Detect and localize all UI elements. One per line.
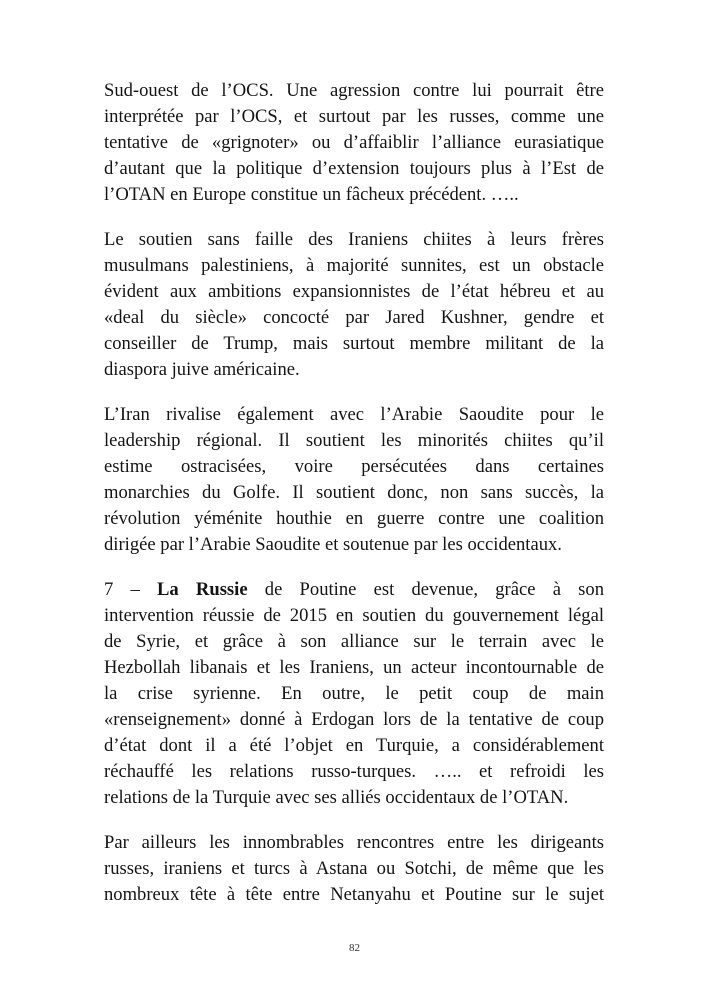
text-line: musulmans palestiniens, à majorité sunnites, est un obstacle xyxy=(104,255,604,276)
paragraph-ocs xyxy=(104,78,604,208)
text-line: conseiller de Trump, mais surtout membre militant de la xyxy=(104,333,604,354)
paragraph-iran-palestine xyxy=(104,227,604,383)
text-line: «deal du siècle» concocté par Jared Kushner, gendre et xyxy=(104,307,604,328)
text-line: d’état dont il a été l’objet en Turquie, a considérablement xyxy=(104,735,604,756)
text-line: intervention réussie de 2015 en soutien du gouvernement légal xyxy=(104,605,604,626)
text-line: de Syrie, et grâce à son alliance sur le terrain avec le xyxy=(104,631,604,652)
text-line: Le soutien sans faille des Iraniens chiites à leurs frères xyxy=(104,229,604,250)
text-line: dirigée par l’Arabie Saoudite et soutenue par les occidentaux. xyxy=(104,534,562,555)
section-number: 7 – xyxy=(104,579,158,600)
text-line: réchauffé les relations russo-turques. ….. et refroidi les xyxy=(104,761,604,782)
text-line: Hezbollah libanais et les Iraniens, un acteur incontournable de xyxy=(104,657,604,678)
page-number: 82 xyxy=(349,942,360,954)
text-line: Sud-ouest de l’OCS. Une agression contre lui pourrait être xyxy=(104,80,604,101)
text-line: évident aux ambitions expansionnistes de l’état hébreu et au xyxy=(104,281,604,302)
text-line: russes, iraniens et turcs à Astana ou Sotchi, de même que les xyxy=(104,858,604,879)
paragraph-meetings xyxy=(104,830,604,908)
text-line-heading xyxy=(104,577,604,603)
text-line: l’OTAN en Europe constitue un fâcheux précédent. ….. xyxy=(104,184,519,205)
text-line: estime ostracisées, voire persécutées dans certaines xyxy=(104,456,604,477)
text-line: tentative de «grignoter» ou d’affaiblir l’alliance eurasiatique xyxy=(104,132,604,153)
text-line: interprétée par l’OCS, et surtout par les russes, comme une xyxy=(104,106,604,127)
section-text: de Poutine est devenue, grâce à son xyxy=(247,579,605,600)
text-line: relations de la Turquie avec ses alliés occidentaux de l’OTAN. xyxy=(104,787,569,808)
text-line: d’autant que la politique d’extension toujours plus à l’Est de xyxy=(104,158,604,179)
text-line: révolution yéménite houthie en guerre contre une coalition xyxy=(104,508,604,529)
text-line: la crise syrienne. En outre, le petit coup de main xyxy=(104,683,604,704)
text-line: nombreux tête à tête entre Netanyahu et Poutine sur le sujet xyxy=(104,884,604,905)
text-line: «renseignement» donné à Erdogan lors de la tentative de coup xyxy=(104,709,604,730)
section-title: La Russie xyxy=(157,579,248,600)
text-line: leadership régional. Il soutient les minorités chiites qu’il xyxy=(104,430,604,451)
page-body xyxy=(104,78,604,927)
text-line: Par ailleurs les innombrables rencontres entre les dirigeants xyxy=(104,832,604,853)
paragraph-iran-saudi xyxy=(104,402,604,558)
text-line: monarchies du Golfe. Il soutient donc, non sans succès, la xyxy=(104,482,604,503)
text-line: L’Iran rivalise également avec l’Arabie Saoudite pour le xyxy=(104,404,604,425)
text-line: diaspora juive américaine. xyxy=(104,359,300,380)
paragraph-russia xyxy=(104,577,604,811)
